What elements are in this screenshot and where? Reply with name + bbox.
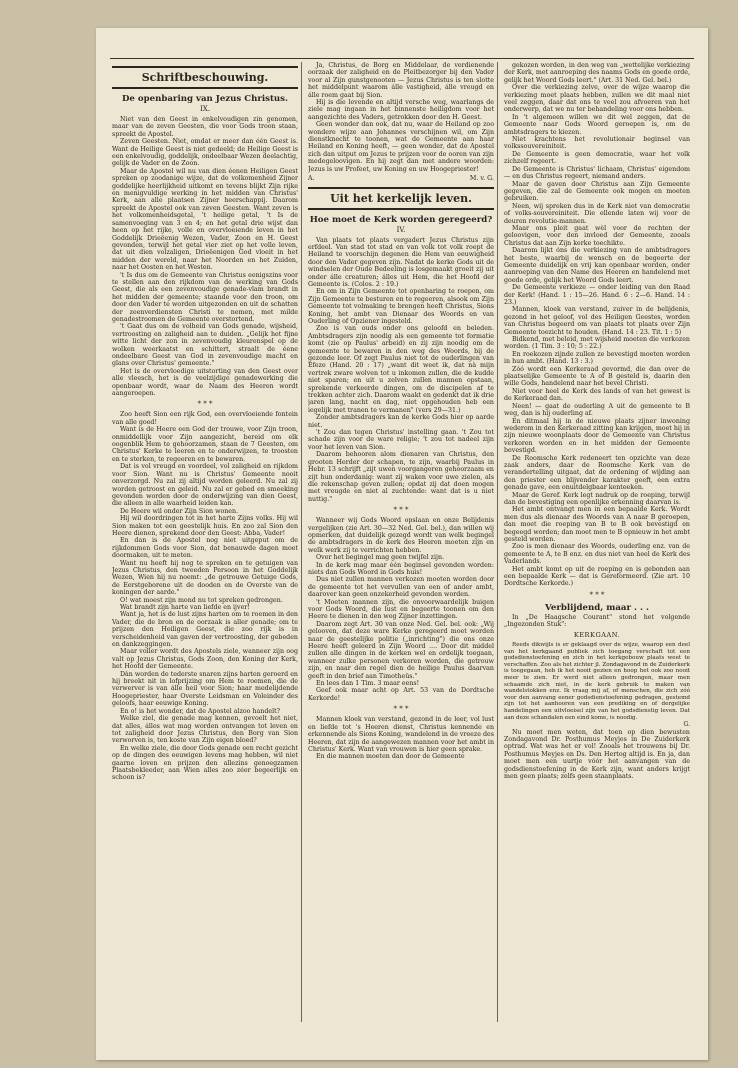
paragraph: gekozen worden, in den weg van „wettelijke verkiezing der Kerk, met aanroeping des naams Gods en goede orde, gelijk het Woord Gods leert." (Art. 31 Ned. Gel. bel.) [504,62,690,84]
paragraph: Niet voor heel de Kerk des lands of van het gewest is de Kerkeraad dan. [504,387,690,403]
paragraph: De Heere wil onder Zijn Sion wonen. [120,507,239,515]
paragraph: Over het begingel mag geen twijfel zijn. [316,554,445,562]
article-title: Verblijdend, maar . . . [545,602,649,613]
paragraph: En o! is het wonder, dat de Apostel alzoo handelt? [120,707,281,715]
section-divider-stars: * * * [589,590,605,599]
paragraph: De Gemeente is geen democratie, waar het volk zichzelf regeert. [504,150,690,166]
article-number: IV. [396,225,406,234]
paragraph: Bidkend, met beleid, met wijsheid moeten die verkozen worden. (1 Tim. 3 : 10; 5 : 22.) [504,336,690,351]
paragraph: Zoo is men dienaar des Woords, ouderling enz. van de gemeente te A, te B enz. en dus niet van heel de Kerk des Vaderlands. [504,543,690,566]
paragraph: In „De Haagsche Courant" stond het volgende „Ingezonden Stuk": [504,613,690,629]
paragraph: Dus niet zullen mannen verkozen moeten worden door de gemeente tot het vervullen van een of ander ambt, daarover kan geen onzekerheid gevonden worden. [308,576,494,599]
column-3 [504,62,690,1022]
paragraph: Daarom zegt Art. 30 van onze Ned. Gel. bel. ook: „Wij gelooven, dat deze ware Kerke geregeerd moet worden naar de geestelijke politie („inrichting") die ons onze Heere heeft geleerd in Zijn Woord .... Door dit middel zullen alle dingen in de kerken wel en ordelijk toegaan, wanneer zulke personen verkoren worden, die getrouw zijn, en naar den regel dien de heilige Paulus daarvan geeft in den brief aan Timotheüs." [308,620,494,680]
section-title-kerkelijk-leven: Uit het kerkelijk leven. [308,187,494,210]
newspaper-page [96,28,708,1060]
paragraph: 't Zou dan tegen Christus' instelling gaan. 't Zou tot schade zijn voor de ware religie; 't zou tot nadeel zijn voor het leven van Sion. [308,429,494,451]
paragraph: Daarom lijkt óns die verkiezing van de ambtsdragers het beste, waarbij de wensch en de begeerte der Gemeente duidelijk en vrij kan openbaar worden, onder aanroeping van den Name des Heeren en handelend met goede orde, gelijk het Woord Gods leert. [504,247,690,284]
paragraph: Niet van den Geest in enkelvoudigen zin genomen, maar van de zeven Geesten, die voor Gods troon staan, spreekt de Apostel. [112,116,298,138]
article-number: IX. [200,105,210,113]
article-title: De openbaring van Jezus Christus. [121,94,289,104]
paragraph: De Roomsche Kerk redeneert ten opzichte van deze zaak anders, daar de Roomsche Kerk van de verandertelling uitgaat, dat de ordening of wijding aan den priester een blijvender karakter geeft, een extra genade gave, een onuitdelgbaar kenteeken. [504,454,690,492]
paragraph: Geef ook maar acht op Art. 53 van de Dordtsche Kerkorde! [308,687,494,702]
paragraph: In 't algemeen willen we dit wel zeggen, dat de Gemeente naar Gods Woord geroepen is, om de ambtsdragers te kiezen. [504,113,690,136]
paragraph: Het ambt ontvangt men in een bepaalde Kerk. Wordt men dus als dienaar des Woords van A naar B geroepen, dan moet die roeping van B te B ook bevestigd en begeegd worden; dan moet men te B opnieuw in het ambt gesteld worden. [504,506,690,543]
paragraph: Want is de Heere een God der trouwe, voor Zijn troon, onmiddellijk voor Zijn aangezicht, bereid om elk oogenblik Hem te gehoorzamen, staan de 7 Geesten, om Christus' Kerke te leeren en te onderwijzen, te troosten en te sterken, te regeeren en te bewaren. [112,426,298,463]
paragraph: Dàn worden de tederste snaren zijns harten geroerd en hij breekt nit in lofprijzing om Hem te roemen, die de verwerver is van álle heil voor Sion; haar medelijdende Hoogepriester, haar Overste Leidsman en Voleinder des geloofs, haar eeuwige Koning. [112,670,298,708]
paragraph: Mannen kloek van verstand, gezond in de leer, vol lust en liefde tot 's Heeren dienst, Christus kennende en erkennende als Sions Koning, wandelend in de vreeze des Heeren, dat zijn de aangewezen mannen voor het ambt in Christus' Kerk. Want van vrouwen is hier geen sprake. [308,716,494,753]
paragraph: Wanneer wij Gods Woord opslaan en onze Belijdenis vergelijken (zie Art. 30—32 Ned. Gel. bel.), dan willen wij opmerken, dat duidelijk gezegd wordt van welk begingel de ambtsdragers in de kerk des Heeren moeten zijn en welk werk zij te verrichten hebben. [308,517,494,554]
paragraph: O! wat moest zijn mond nu tot spreken gedrongen. [120,596,283,604]
paragraph: Want ja, het is de lust zijns harten om te roemen in den Vader, die de bron en de oorzaak is aller genade; om te prijzen den Heiligen Geest, die zoo rijk is in verscheidenheid van gaven der vertroosting, der gebeden en dankzeggingen. [112,611,298,649]
paragraph: De Gemeente verkieze — onder leiding van den Raad der Kerk! (Hand. 1 : 15—26. Hand. 6 : 2—6. Hand. 14 : 23.) [504,284,690,306]
paragraph: En die mannen moeten dan door de Gemeente [316,753,465,761]
paragraph: 't Is dus om de Gemeente van Christus eenigszins voor te stellen aan den rijkdom van de werking van Gods Geest, die als een zevenvoudige genade-vlam brandt in het midden der gemeente; staande voor den troon, om door den Vader te worden uitgezonden en uit de schatten der zeenverdiensten Christi te nemen, met milde genadestroomen de Gemeente overstortend. [112,271,298,323]
paragraph: Geen wonder dan ook, dat nu, waar de Heiland op zoo wondere wijze aan Johannes verschijnen wil, om Zijn dienstknecht te toonen, wat de Gemeente aan haar Heiland en Koning heeft, — geen wonder, dat de Apostel zich dan uitput om Jezus te prijzen voor de ooren van zijn medegeloovigen. En hij zegt dan met andere woorden: Jezus is uw Profeet, uw Koning en uw Hoogepriester! [308,121,494,173]
paragraph: Neen! — gaat de ouderling A uit de gemeente te B weg, dan is hij ouderling af. [504,402,690,418]
paragraph: Zoo heeft Sion een rijk God, een overvloeiende fontein van alle goed! [112,411,298,426]
paragraph: Het is de overvloedige uitstorting van den Geest over alle vleesch, het is de veelzijdige genadewerking die openbaar wordt, waar de Naam des Heeren wordt aangeroepen. [112,367,298,398]
column-divider [497,62,498,1022]
paragraph: Daarom behooren alom dienaren van Christus, den grooten Herder der schapen, te zijn, waarbij Paulus in Hebr. 13 schrijft „zijt uwen voorgangeren gehoorzaam en zijt hun onderdanig: want zij waken voor uwe zielen, als die rekenschap geven zullen; opdat zij dat doen mogen met vreugde en niet al zuchtende: want dat is u niet nuttig." [308,451,494,503]
paragraph: Maar de Geref. Kerk legt nadruk op de roeping, terwijl dan de bevestiging een openlijke erkenning daarvan is. [504,491,690,506]
paragraph: Zeven Geesten. Niet, omdat er meer dan één Geest is. Want de Heilige Geest is niet gedeeld; de Heilige Geest is een enkelvoudig, goddelijk, ondeelbaar Wezen deelachtig, gelijk de Vader en de Zoon. [112,138,298,168]
paragraph: Het ambt komt op uit de roeping en is gebonden aan een bepaalde Kerk — dat is Gereformeerd. (Zie art. 10 Dordtsche Kerkorde.) [504,565,690,588]
paragraph: Want nu heeft hij nog te spreken en te getuigen van Jezus Christus, den tweeden Persoon in het Goddelijk Wezen, Wien hij nu noemt: „de getrouwe Getuige Gods, de Eerstgeborene uit de dooden en de Overste van de koningen der aarde." [112,559,298,597]
quoted-letter: Reeds dikwijls is er geklaagd over de wijze, waarop een deel van het kerkgaand publiek zich toegang verschaft tot een godsdienstoefening en zich in het kerkgebouw plaats weet te verschaffen. Zoo als het zichter jl. Zondagavond in de Zuiderkerk is toegegaan, heb ik het nooit gezien en hoop het ook zoo nooit meer te zien. Er werd niet alleen gedrongen, maar men schaamde zich niet, in de kerk gebruik te maken van wandelstokken enz. Ik vraag mij af, of menschen, die zich zóó voor den aanvang eener godsdienstoefening gedragen, gestemd zijn tot het aanhooren van een prediking en of dergelijke handelingen een uitvloeisel zijn van het godsdienstig leven. Dat aan deze schandalen een eind kome, is noodig. [504,642,690,721]
paragraph: Welke ziel, die genade mag kennen, gevoelt het niet, dat alles, álles wat mag worden ontvangen tot leven en tot zaligheid door Jezus Christus, den Borg van Sion verworven is, ten koste van Zijn eigen bloed? [112,715,298,745]
paragraph: Hij wil doordringen tot in het harte Zijns volks. Hij wil Sion maken tot een geestelijk huis. En zoo zal Sion den Heere dienen, sprekend door den Geest: Abba, Vader! [112,515,298,537]
article-title: Hoe moet de Kerk worden geregeerd? [309,214,493,225]
column-2 [308,62,494,1022]
paragraph: Nu moet men weten, dat toen op dien bewusten Zondagavond Dr. Posthumus Meyjes in De Zuiderkerk optrad. Wat was het er vol! Zooals het trouwens bij Dr. Posthumus Meyjes en Ds. Den Hertog altijd is. En ja, dan moet men een uurtje vóór het aanvangen van de godsdienstoefening in de Kerk zijn, want anders krijgt men geen plaats; zelfs geen staanplaats. [504,728,690,781]
article-signature [308,175,494,182]
paragraph: En dan is de Apostel nog niet uitgeput om de rijkdommen Gods voor Sion, dat benauwde dagen moet doormaken, uit te meten. [112,537,298,560]
signature-left: A. [308,175,315,183]
section-title-schriftbeschouwing: Schriftbeschouwing. [112,66,298,89]
column-divider [301,62,302,1022]
paragraph: En om in Zijn Gemeente tot openbaring te roepen, om Zijn Gemeente te besturen en te regeeren, alsook om Zijn Gemeente tot volmaking te brengen heeft Christus, Sions Koning, het ambt van Dienaar des Woords en van Ouderling of Opziener ingesteld. [308,288,494,325]
paragraph: En ditmaal hij in de nieuwe plaats zijner inwoning wederom in den Kerkeraad zitting kan krijgen, moet hij in zijn nieuwe woonplaats door de Gemeente van Christus verkoren worden en in het midden der Gemeente bevestigd. [504,417,690,455]
paragraph: En lees dan 1 Tim. 3 maar eens! [316,680,420,688]
paragraph: Maar ons pleit gaat wèl voor de rechten der geloovigen, voor den invloed der Gemeente, zooals Christus dat aan Zijn kerke toechikte. [504,224,690,247]
quote-subhead: KERKGAAN. [573,630,621,639]
paragraph: En roekozen zijnde zullen ze bevestigd moeten worden in hun ambt. (Hand. 13 : 3.) [504,350,690,366]
top-rule [110,58,694,59]
paragraph: 't Moeten mannen zijn, die onvoorwaardelijk buigen voor Gods Woord, die lust en begeerte toonen om den Heere te dienen in den weg Zijner inzettingen. [308,598,494,621]
paragraph: Zoo is van ouds onder ons geloofd en beleden. Ambtsdragers zijn noodig als een gemeente tot formatie komt (zie op Paulus' arbeid) en zij zijn noodig om de gemeente te bewaren in den weg des Woords, bij de gezonde leer. Of zegt Paulus niet tot de ouderlingen van Efeze (Hand. 20 : 17) „want dit weet ik, dat nà mijn vertrek zware wolven tot u inkomen zullen, die de kudde niet sparen; en uit u zelven zullen mannen opstaan, sprekende verkeerde dingen, om de discipelen af te trekken achter zich. Daarom waakt en gedenkt dat ik drie jaren lang, nacht en dag, niet opgehouden heb een iegelijk met tranen te vermanen" (vers 29—31.) [308,325,494,414]
paragraph: 't Gaat dus om de volheid van Gods genade, wijsheid, vertroosting en zaligheid aan te duiden. „Gelijk het fijne witte licht der zon in zevenvoudig kleurenspel op de wolken weerkaatst en schittert, straalt de éene ondeelbare Geest van God in zevenvoudige macht en glans over Christus' gemeente." [112,323,298,368]
paragraph: Van plaats tot plaats vergadert Jezus Christus zijn erfdeel. Van stad tot stad en van volk tot volk roept de Heiland te voorschijn degenen die Hem van eeuwigheid door den Vader gegeven zijn. Nadat de kerke Gods uit de windselen der Oude Bedeeling is losgemaakt groeit zij uit onder álle creaturen; álles uit Hem, die het Hoofd der Gemeente is. (Colos. 2 : 19.) [308,236,494,288]
quote-signature: G. [683,721,690,729]
paragraph: Dat is vol vreugd en voordeel, vol zaligheid en rijkdom voor Sion. Want nu is Christus' Gemeente nooit onverzorgd. Nu zal zij altijd worden geleerd. Nu zal zij worden getroost en geleid. Nu zal er gebed en smeeking gevonden worden door de onderwijzing van dien Geest, die alleen in alle waarheid leiden kan. [112,463,298,508]
column-1 [112,62,298,1022]
paragraph: Wat brandt zijn harte van liefde en ijver! [120,604,250,611]
paragraph: Niet krachtens het revolutionair beginsel van volkssouvereiniteit. [504,136,690,151]
paragraph: Maar de gaven door Christus aan Zijn Gemeente gegeven, die zal de Gemeente ook mogen en moeten gebruiken. [504,180,690,203]
paragraph: Ja, Christus, de Borg en Middelaar, de verdienende oorzaak der zaligheid en de Pleitbezorger bij den Vader voor al Zijn gunstgenooten — Jezus Christus is ten slotte het middelpunt waarom álle vastigheid, álle vreugd en álle roem gaat bij Sion. [308,62,494,99]
paragraph: Maar de Apostel wil nu van dien éenen Heiligen Geest spreken op zoodanige wijze, dat de volkomenheid Zijner goddelijke heerlijkheid uitkomt en tevens blijkt Zijn rijke en menigvuldige werking in het midden van Christus' Kerk, aan alle plaatsen Zijner heerschappij. Daarom spreekt de Apostel ook van zeven Geesten. Want zeven is het volkomenheidsgetal, 't heilige getal, 't Is de samenvoeging van 3 en 4; en het getal drie wijst dan heen op het rijke, volle en overvloeiende leven in het Goddelijk Drieëenig Wezen, Vader, Zoon en H. Geest gevonden, terwijl het getal vier ziet op het volle leven, dat uit dien volzaligen, Drieëenigen God vloeit in het midden der wereld, naar het Noorden en het Zuiden, naar het Oosten en het Westen. [112,167,298,272]
section-divider-stars: * * * [393,705,409,714]
paragraph: De Gemeente is Christus' lichaam, Christus' eigendom — en dus Christus regeert, niemand anders. [504,165,690,181]
paragraph: Zóó wordt een Kerkeraad gevormd, die dan over de plaatselijke Gemeente te A of B gesteld is, daarin den wille Gods, handelend naar het bevel Christi. [504,365,690,388]
paragraph: In de kerk mag maar één beginsel gevonden worden: niets dan Gods Woord in Gods huis! [308,561,494,576]
paragraph: Neen, wij spreken dus in de Kerk niet van democratie of volks-souvereiniteit. Die ellende laten wij voor de deuren revolutie-mannen. [504,202,690,225]
paragraph: Maar voller wordt des Apostels ziele, wanneer zijn oog valt op Jezus Christus, Gods Zoon, den Koning der Kerk, het Hoofd der Gemeente. [112,648,298,671]
signature-right: M. v. G. [469,175,494,183]
paragraph: En welke ziele, die door Gods genade een recht gezicht op de dingen des eeuwigen levens mag hebben, wil niet gaarne loven en prijzen den allezins genoegzamen Plaatsbekleeder, aan Wien alles zoo zéer begeerlijk en schoon is? [112,744,298,782]
paragraph: Over die verkiezing zelve, over de wijze waarop die verkiezing moet plaats hebben, zullen we dit maal niet veel zeggen, daar dat ons te veel zou afvoeren van het onderwerp, dat we nu ter behandeling voor ons hebben. [504,84,690,114]
section-divider-stars: * * * [393,506,409,515]
paragraph: Mannen, kloek van verstand, zuiver in de belijdenis, gezond in het geloof, vol des Heiligen Geestes, worden van Christus begeerd om van plaats tot plaats over Zijn Gemeente toezicht te houden. (Hand. 14 : 23. Tit. 1 : 5) [504,306,690,336]
paragraph: Zonder ambtsdragers kan de kerke Gods hier op aarde niet. [308,414,494,429]
paragraph: Hij is die levende en altijd versche weg, waarlangs de ziele mag ingaan in het binnenste heiligdom voor het aangezichte des Vaders, getrokken door den H. Geest. [308,99,494,121]
section-divider-stars: * * * [197,400,213,409]
